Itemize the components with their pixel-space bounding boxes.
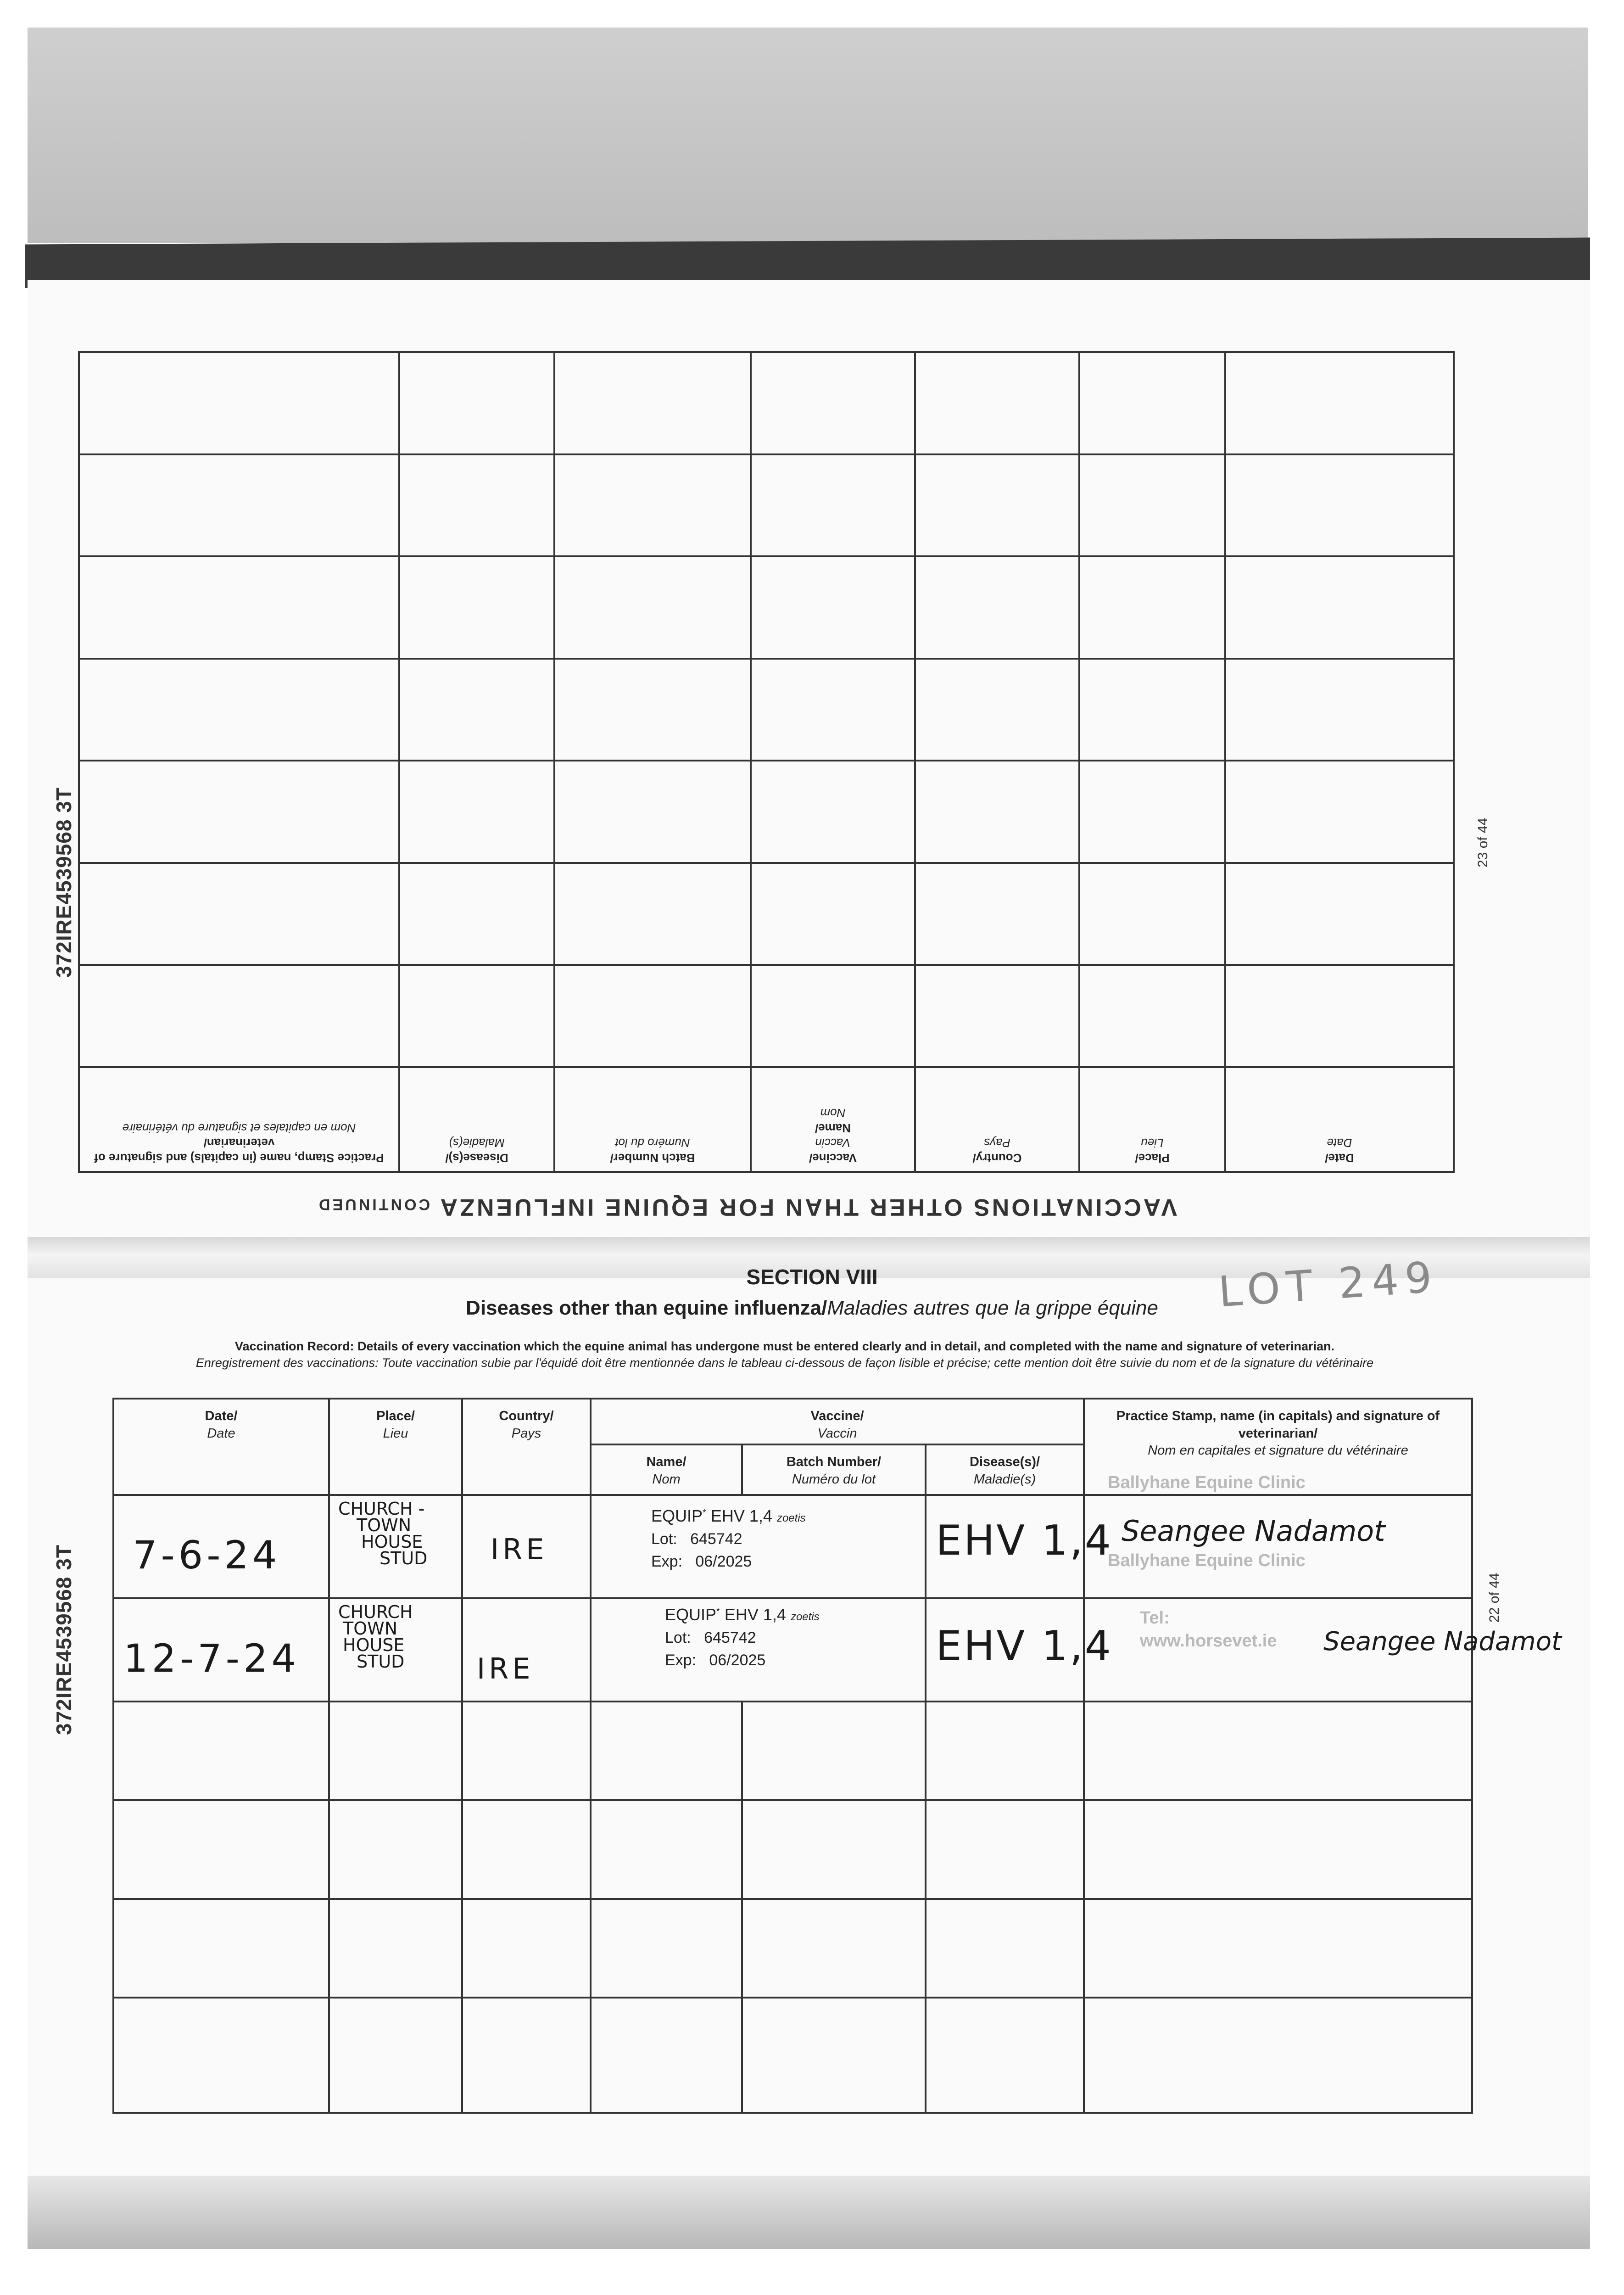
country-cell bbox=[462, 1495, 591, 1598]
vaccination-row-empty bbox=[113, 1702, 1472, 1800]
disease-value: EHV 1,4 bbox=[936, 1517, 1113, 1565]
country-value: IRE bbox=[491, 1533, 548, 1566]
header-vaccine: Vaccine/ Vaccin bbox=[591, 1399, 1084, 1444]
country-value: IRE bbox=[477, 1652, 534, 1685]
upper-table-row bbox=[79, 659, 1454, 761]
disease-value: EHV 1,4 bbox=[936, 1622, 1113, 1670]
date-cell bbox=[113, 1495, 329, 1598]
place-value: CHURCH TOWN HOUSE STUD bbox=[338, 1602, 413, 1672]
upper-header-batch: Batch Number/ Numéro du lot bbox=[554, 1067, 751, 1172]
upper-running-title: VACCINATIONS OTHER THAN FOR EQUINE INFLUENZA CONTINUED bbox=[317, 1194, 1178, 1220]
vaccination-row-empty bbox=[113, 1899, 1472, 1998]
vet-signature: Seangee Nadamot bbox=[1323, 1627, 1562, 1657]
header-practice-stamp: Practice Stamp, name (in capitals) and signature of veterinarian/ Nom en capitales et signature du vétérinaire bbox=[1084, 1399, 1472, 1495]
header-country: Country/ Pays bbox=[462, 1399, 591, 1495]
vaccine-sticker: EQUIP* EHV 1,4 zoetis Lot: 645742 Exp: 06/2025 bbox=[651, 1506, 806, 1571]
page-number-lower: 22 of 44 bbox=[1487, 1573, 1502, 1623]
practice-stamp-faint: www.horsevet.ie bbox=[1140, 1631, 1277, 1651]
upper-vaccination-table bbox=[78, 351, 1455, 1173]
vaccine-sticker-cell bbox=[591, 1495, 926, 1598]
upper-table-header-row bbox=[79, 1067, 1454, 1172]
vaccine-sticker-cell bbox=[591, 1598, 926, 1702]
upper-header-country: Country/ Pays bbox=[915, 1067, 1079, 1172]
upper-table-row bbox=[79, 454, 1454, 557]
header-diseases: Disease(s)/ Maladie(s) bbox=[926, 1444, 1084, 1495]
date-value: 12-7-24 bbox=[123, 1636, 300, 1681]
disease-cell bbox=[926, 1495, 1113, 1598]
disease-cell bbox=[926, 1598, 1113, 1702]
vaccination-record-note: Vaccination Record: Details of every vaccination which the equine animal has undergone must be entered clearly and in detail, and completed with the name and signature of veterinarian. Enregistrement des vaccinations: Toute vaccination subie par l'équidé doit être mentionnée dans le tableau ci-dessous de façon lisible et précise; cette mention doit être suivie du nom et de la signature du vétérinaire bbox=[195, 1339, 1374, 1370]
upper-header-diseases: Disease(s)/ Maladie(s) bbox=[399, 1067, 554, 1172]
vaccine-sticker: EQUIP* EHV 1,4 zoetis Lot: 645742 Exp: 06/2025 bbox=[665, 1605, 820, 1669]
header-date: Date/ Date bbox=[113, 1399, 329, 1495]
handwritten-lot-number: LOT 249 bbox=[1217, 1252, 1440, 1317]
section-subtitle: Diseases other than equine influenza/Maladies autres que la grippe équine bbox=[466, 1297, 1158, 1319]
vaccination-row bbox=[113, 1598, 1472, 1702]
page-number-upper: 23 of 44 bbox=[1475, 817, 1490, 868]
header-place: Place/ Lieu bbox=[329, 1399, 462, 1495]
scan-background-top bbox=[28, 28, 1588, 243]
date-cell bbox=[113, 1598, 329, 1702]
vet-signature: Seangee Nadamot bbox=[1122, 1514, 1385, 1548]
upper-header-date: Date/ Date bbox=[1225, 1067, 1454, 1172]
vaccination-row bbox=[113, 1495, 1472, 1598]
place-cell bbox=[329, 1495, 462, 1598]
country-cell bbox=[462, 1598, 591, 1702]
vaccination-row-empty bbox=[113, 1800, 1472, 1899]
place-cell bbox=[329, 1598, 462, 1702]
vaccination-row-empty bbox=[113, 1998, 1472, 2113]
place-value: CHURCH - TOWN HOUSE STUD bbox=[338, 1499, 428, 1569]
upper-header-stamp: Practice Stamp, name (in capitals) and signature of veterinarian/ Nom en capitales et signature du vétérinaire bbox=[79, 1067, 399, 1172]
upper-table-row bbox=[79, 761, 1454, 863]
header-batch-number: Batch Number/ Numéro du lot bbox=[742, 1444, 926, 1495]
upper-table-row bbox=[79, 965, 1454, 1067]
date-value: 7-6-24 bbox=[133, 1533, 281, 1578]
stamp-cell bbox=[1084, 1473, 1472, 1598]
upper-header-vaccine-name: Vaccine/ Vaccin Name/ Nom bbox=[751, 1067, 915, 1172]
upper-header-place: Place/ Lieu bbox=[1079, 1067, 1225, 1172]
practice-stamp-faint: Ballyhane Equine Clinic bbox=[1108, 1473, 1306, 1492]
passport-id-upper: 372IRE4539568 3T bbox=[52, 787, 76, 978]
practice-stamp-faint: Tel: bbox=[1140, 1608, 1170, 1628]
header-vaccine-name: Name/ Nom bbox=[591, 1444, 742, 1495]
upper-table-row bbox=[79, 863, 1454, 965]
scan-background-bottom bbox=[28, 2176, 1590, 2249]
upper-table-row bbox=[79, 352, 1454, 454]
practice-stamp-faint: Ballyhane Equine Clinic bbox=[1108, 1551, 1306, 1570]
passport-id-lower: 372IRE4539568 3T bbox=[52, 1545, 76, 1735]
table-header-row bbox=[113, 1399, 1472, 1444]
upper-table-row bbox=[79, 556, 1454, 659]
section-title: SECTION VIII bbox=[746, 1265, 878, 1289]
